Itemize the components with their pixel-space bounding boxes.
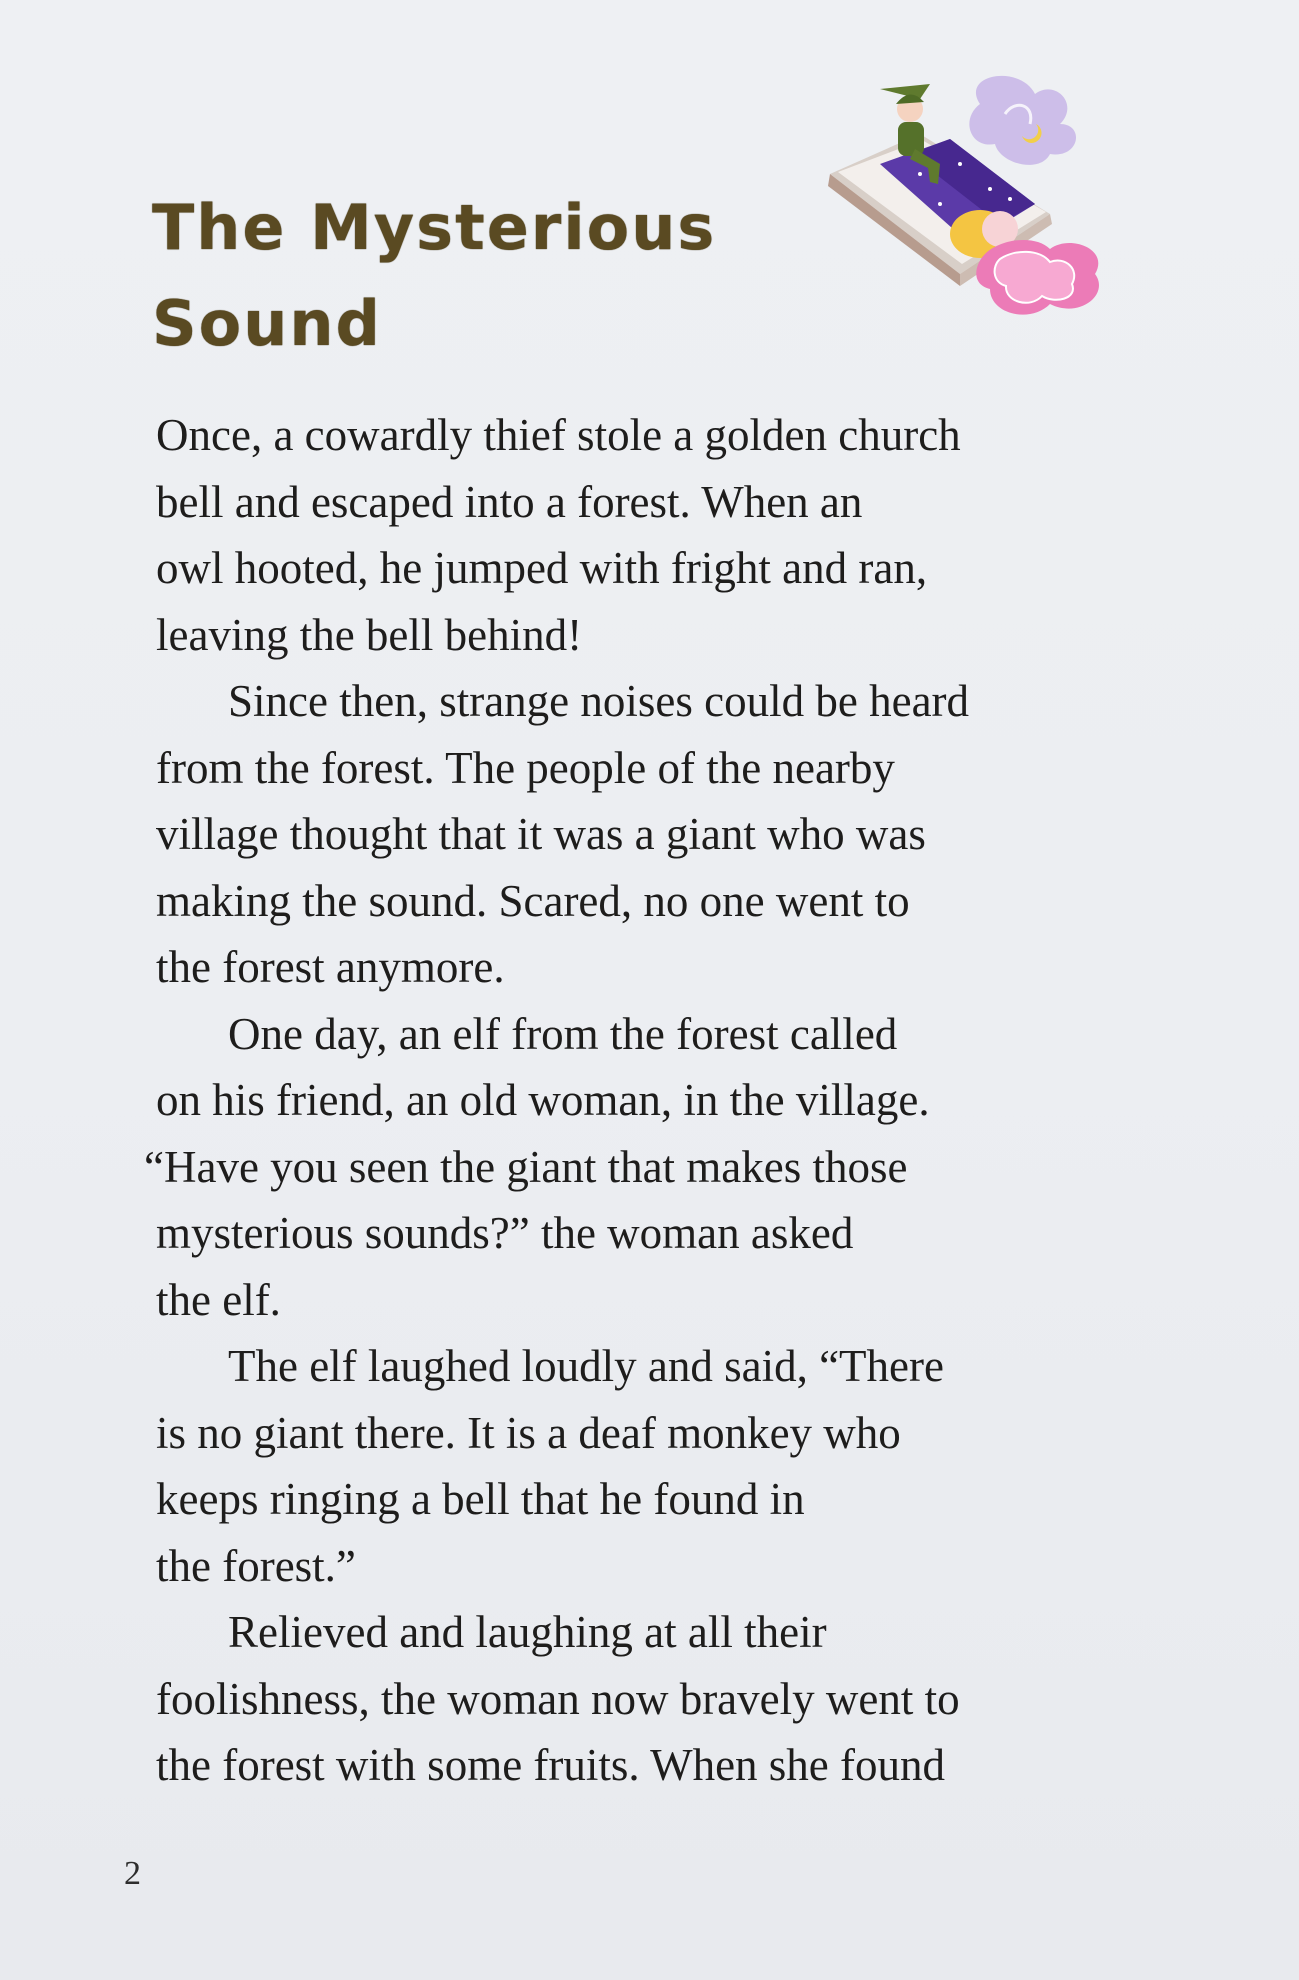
paragraph <box>156 1333 1156 1599</box>
story-body <box>144 402 1156 1799</box>
title-line: The Mysterious <box>152 191 717 264</box>
text-line: owl hooted, he jumped with fright and ran, <box>156 543 928 593</box>
storybook-illustration <box>810 64 1140 334</box>
paragraph <box>156 668 1156 1001</box>
text-line: keeps ringing a bell that he found in <box>156 1474 805 1524</box>
text-line: the elf. <box>156 1274 281 1325</box>
page-number: 2 <box>124 1855 141 1892</box>
paragraph <box>144 1001 1156 1334</box>
title-line: Sound <box>152 287 382 360</box>
text-line: Relieved and laughing at all their <box>228 1607 827 1657</box>
text-line: mysterious sounds?” the woman asked <box>156 1208 854 1258</box>
text-line: village thought that it was a giant who was <box>156 809 926 859</box>
paragraph <box>156 1599 1156 1799</box>
text-line: foolishness, the woman now bravely went to <box>156 1673 960 1724</box>
text-line: from the forest. The people of the nearby <box>156 742 895 793</box>
text-line: on his friend, an old woman, in the village. <box>156 1075 930 1125</box>
text-line: the forest anymore. <box>156 942 505 992</box>
text-line: The elf laughed loudly and said, “There <box>228 1341 944 1391</box>
text-line: Once, a cowardly thief stole a golden church <box>156 410 961 460</box>
text-line: making the sound. Scared, no one went to <box>156 875 910 926</box>
text-line: the forest.” <box>156 1540 356 1591</box>
text-line: Since then, strange noises could be heard <box>228 676 970 726</box>
text-line: bell and escaped into a forest. When an <box>156 476 863 527</box>
book-fairy-icon <box>810 64 1140 334</box>
text-line: leaving the bell behind! <box>156 609 583 660</box>
page-title <box>152 180 716 372</box>
text-line: One day, an elf from the forest called <box>228 1008 898 1059</box>
text-line: is no giant there. It is a deaf monkey who <box>156 1407 901 1458</box>
paragraph <box>156 402 1156 668</box>
text-line: the forest with some fruits. When she found <box>156 1740 946 1790</box>
text-line: “Have you seen the giant that makes those <box>144 1141 908 1192</box>
